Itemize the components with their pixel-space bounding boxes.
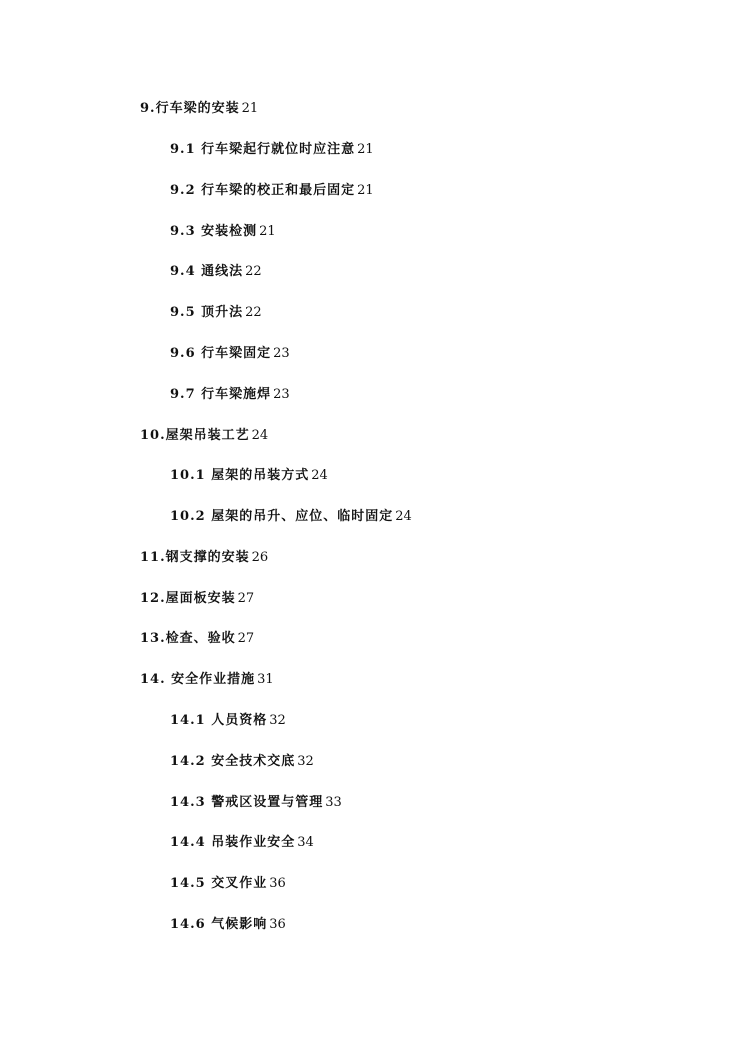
toc-entry-title: 14.2 安全技术交底 — [170, 754, 296, 769]
toc-entry-page: 34 — [297, 835, 314, 850]
toc-entry-page: 32 — [297, 754, 314, 769]
toc-entry-14-3[interactable] — [170, 795, 342, 811]
toc-entry-title: 12.屋面板安装 — [140, 591, 236, 606]
toc-entry-9-3[interactable] — [170, 224, 276, 240]
toc-entry-14-2[interactable] — [170, 754, 314, 770]
toc-entry-title: 14.1 人员资格 — [170, 713, 268, 728]
toc-entry-page: 21 — [241, 101, 259, 116]
toc-entry-9-1[interactable] — [170, 142, 374, 158]
toc-entry-page: 22 — [245, 264, 262, 279]
toc-entry-title: 9.2 行车梁的校正和最后固定 — [170, 183, 356, 198]
toc-entry-page: 36 — [269, 917, 286, 932]
toc-entry-page: 36 — [269, 876, 286, 891]
toc-entry-9-4[interactable] — [170, 264, 262, 280]
toc-entry-page: 21 — [259, 224, 276, 239]
toc-entry-9-5[interactable] — [170, 305, 262, 321]
toc-entry-page: 21 — [357, 142, 374, 157]
toc-entry-title: 9.4 通线法 — [170, 264, 244, 279]
toc-entry-title: 11.钢支撑的安装 — [140, 550, 250, 565]
toc-entry-14-6[interactable] — [170, 917, 286, 933]
toc-entry-11[interactable] — [140, 550, 268, 566]
toc-entry-14[interactable] — [140, 672, 274, 688]
toc-entry-page: 21 — [357, 183, 374, 198]
toc-entry-9-2[interactable] — [170, 183, 374, 199]
toc-entry-title: 9.行车梁的安装 — [140, 101, 240, 116]
toc-entry-page: 24 — [251, 428, 269, 443]
toc-entry-page: 24 — [311, 468, 328, 483]
toc-entry-12[interactable] — [140, 591, 254, 607]
toc-entry-14-1[interactable] — [170, 713, 286, 729]
toc-entry-page: 23 — [273, 387, 290, 402]
toc-entry-10-2[interactable] — [170, 509, 412, 525]
toc-entry-page: 22 — [245, 305, 262, 320]
toc-entry-title: 9.6 行车梁固定 — [170, 346, 272, 361]
toc-entry-title: 10.2 屋架的吊升、应位、临时固定 — [170, 509, 394, 524]
toc-entry-10-1[interactable] — [170, 468, 328, 484]
toc-entry-title: 9.7 行车梁施焊 — [170, 387, 272, 402]
toc-entry-page: 32 — [269, 713, 286, 728]
toc-entry-9[interactable] — [140, 101, 258, 117]
toc-entry-10[interactable] — [140, 428, 268, 444]
toc-entry-page: 26 — [251, 550, 269, 565]
toc-entry-title: 14.6 气候影响 — [170, 917, 268, 932]
toc-entry-14-5[interactable] — [170, 876, 286, 892]
toc-entry-page: 24 — [395, 509, 412, 524]
toc-entry-title: 9.5 顶升法 — [170, 305, 244, 320]
toc-entry-page: 27 — [237, 631, 255, 646]
toc-entry-page: 31 — [257, 672, 274, 687]
toc-entry-title: 14. 安全作业措施 — [140, 672, 256, 687]
toc-entry-title: 9.1 行车梁起行就位时应注意 — [170, 142, 356, 157]
toc-entry-title: 13.检查、验收 — [140, 631, 236, 646]
toc-entry-9-7[interactable] — [170, 387, 290, 403]
toc-entry-9-6[interactable] — [170, 346, 290, 362]
toc-entry-title: 9.3 安装检测 — [170, 224, 258, 239]
toc-entry-14-4[interactable] — [170, 835, 314, 851]
toc-entry-page: 23 — [273, 346, 290, 361]
toc-entry-13[interactable] — [140, 631, 254, 647]
toc-entry-title: 10.1 屋架的吊装方式 — [170, 468, 310, 483]
toc-entry-title: 14.4 吊装作业安全 — [170, 835, 296, 850]
toc-entry-title: 14.3 警戒区设置与管理 — [170, 795, 324, 810]
toc-entry-title: 10.屋架吊装工艺 — [140, 428, 250, 443]
toc-entry-page: 33 — [325, 795, 342, 810]
toc-entry-page: 27 — [237, 591, 255, 606]
toc-entry-title: 14.5 交叉作业 — [170, 876, 268, 891]
